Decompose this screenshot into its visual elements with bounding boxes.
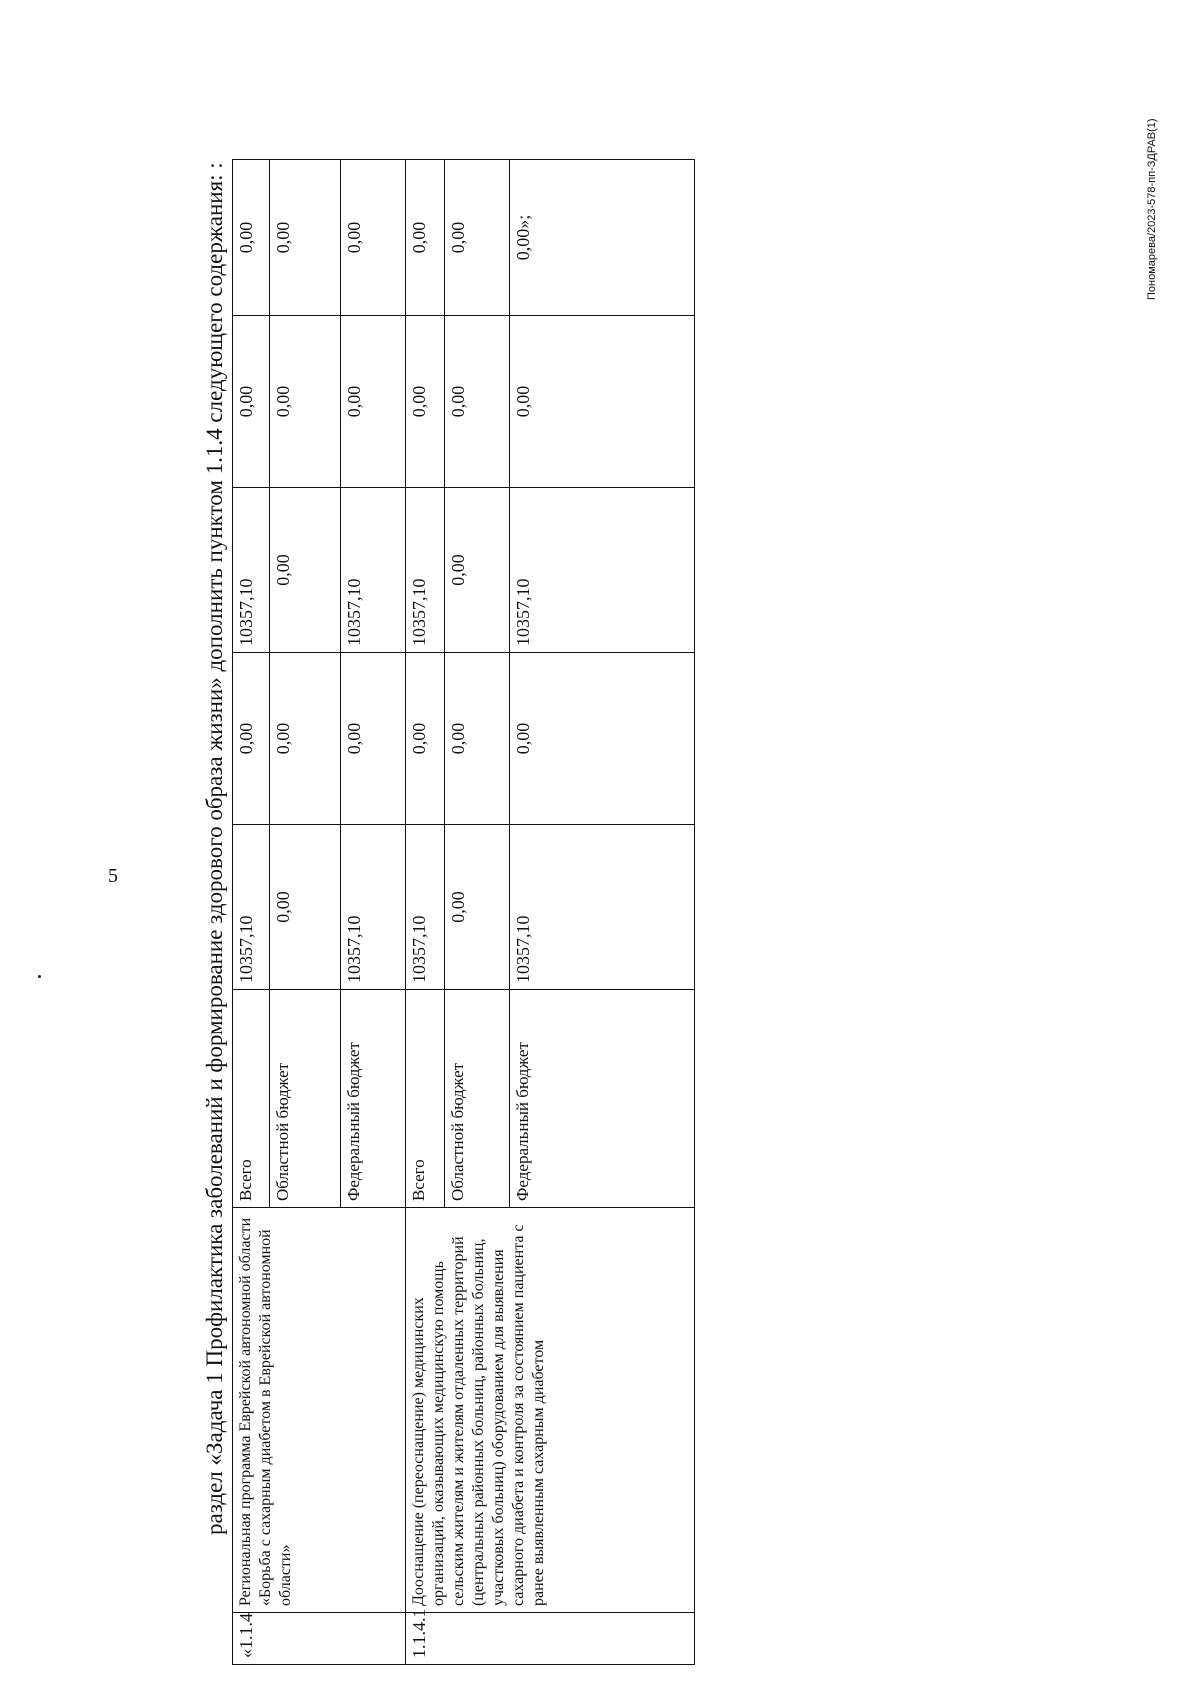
scan-dot bbox=[38, 975, 41, 978]
table-row bbox=[406, 160, 445, 1665]
footer-code: Пономарева/2023-578-пп-ЗДРАВ(1) bbox=[1146, 118, 1158, 300]
intro-text: раздел «Задача 1 Профилактика заболеваний и формирование здорового образа жизни» дополнить пунктом 1.1.4 следующего содержания: : bbox=[202, 162, 227, 1535]
funding-source: Областной бюджет bbox=[445, 990, 510, 1208]
value-cell: 10357,10 bbox=[510, 488, 695, 653]
value-cell: 10357,10 bbox=[233, 488, 270, 653]
row-code: «1.1.4 bbox=[233, 1613, 406, 1665]
funding-source: Всего bbox=[406, 990, 445, 1208]
funding-source: Федеральный бюджет bbox=[341, 990, 406, 1208]
intro-paragraph bbox=[200, 125, 230, 1665]
value-cell: 0,00 bbox=[341, 316, 406, 488]
value-cell: 0,00 bbox=[445, 488, 510, 653]
value-cell: 10357,10 bbox=[341, 488, 406, 653]
funding-source: Всего bbox=[233, 990, 270, 1208]
row-code: 1.1.4.1 bbox=[406, 1613, 695, 1665]
funding-source: Областной бюджет bbox=[270, 990, 341, 1208]
budget-table bbox=[232, 159, 695, 1665]
value-cell: 0,00 bbox=[270, 653, 341, 825]
value-cell: 0,00 bbox=[341, 160, 406, 316]
value-cell: 0,00 bbox=[406, 653, 445, 825]
value-cell: 0,00 bbox=[445, 160, 510, 316]
value-cell: 10357,10 bbox=[406, 488, 445, 653]
value-cell: 0,00 bbox=[445, 316, 510, 488]
value-cell: 0,00 bbox=[341, 653, 406, 825]
value-cell: 0,00 bbox=[233, 653, 270, 825]
value-cell: 0,00 bbox=[270, 160, 341, 316]
funding-source: Федеральный бюджет bbox=[510, 990, 695, 1208]
value-cell: 0,00 bbox=[233, 160, 270, 316]
table-row bbox=[233, 160, 270, 1665]
value-cell: 0,00 bbox=[406, 316, 445, 488]
value-cell: 10357,10 bbox=[406, 825, 445, 990]
value-cell: 0,00 bbox=[270, 316, 341, 488]
value-cell: 0,00 bbox=[270, 488, 341, 653]
rotated-content bbox=[200, 125, 695, 1665]
page-number: 5 bbox=[108, 865, 118, 887]
value-cell: 10357,10 bbox=[341, 825, 406, 990]
row-name: Дооснащение (переоснащение) медицинских организаций, оказывающих медицинскую помощь сельским жителям и жителям отдаленных территорий (центральных районных больниц, районных больниц, участковых больниц) оборудованием для выявления сахарного диабета и контроля за состоянием пациента с ранее выявленным сахарным диабетом bbox=[406, 1208, 695, 1613]
value-cell: 0,00 bbox=[445, 653, 510, 825]
value-cell: 0,00 bbox=[510, 316, 695, 488]
value-cell: 0,00 bbox=[510, 653, 695, 825]
value-cell: 0,00 bbox=[445, 825, 510, 990]
row-name: Региональная программа Еврейской автономной области «Борьба с сахарным диабетом в Еврейской автономной области» bbox=[233, 1208, 406, 1613]
value-cell: 10357,10 bbox=[510, 825, 695, 990]
value-cell: 0,00 bbox=[270, 825, 341, 990]
value-cell: 0,00 bbox=[233, 316, 270, 488]
value-cell: 10357,10 bbox=[233, 825, 270, 990]
value-cell: 0,00»; bbox=[510, 160, 695, 316]
value-cell: 0,00 bbox=[406, 160, 445, 316]
